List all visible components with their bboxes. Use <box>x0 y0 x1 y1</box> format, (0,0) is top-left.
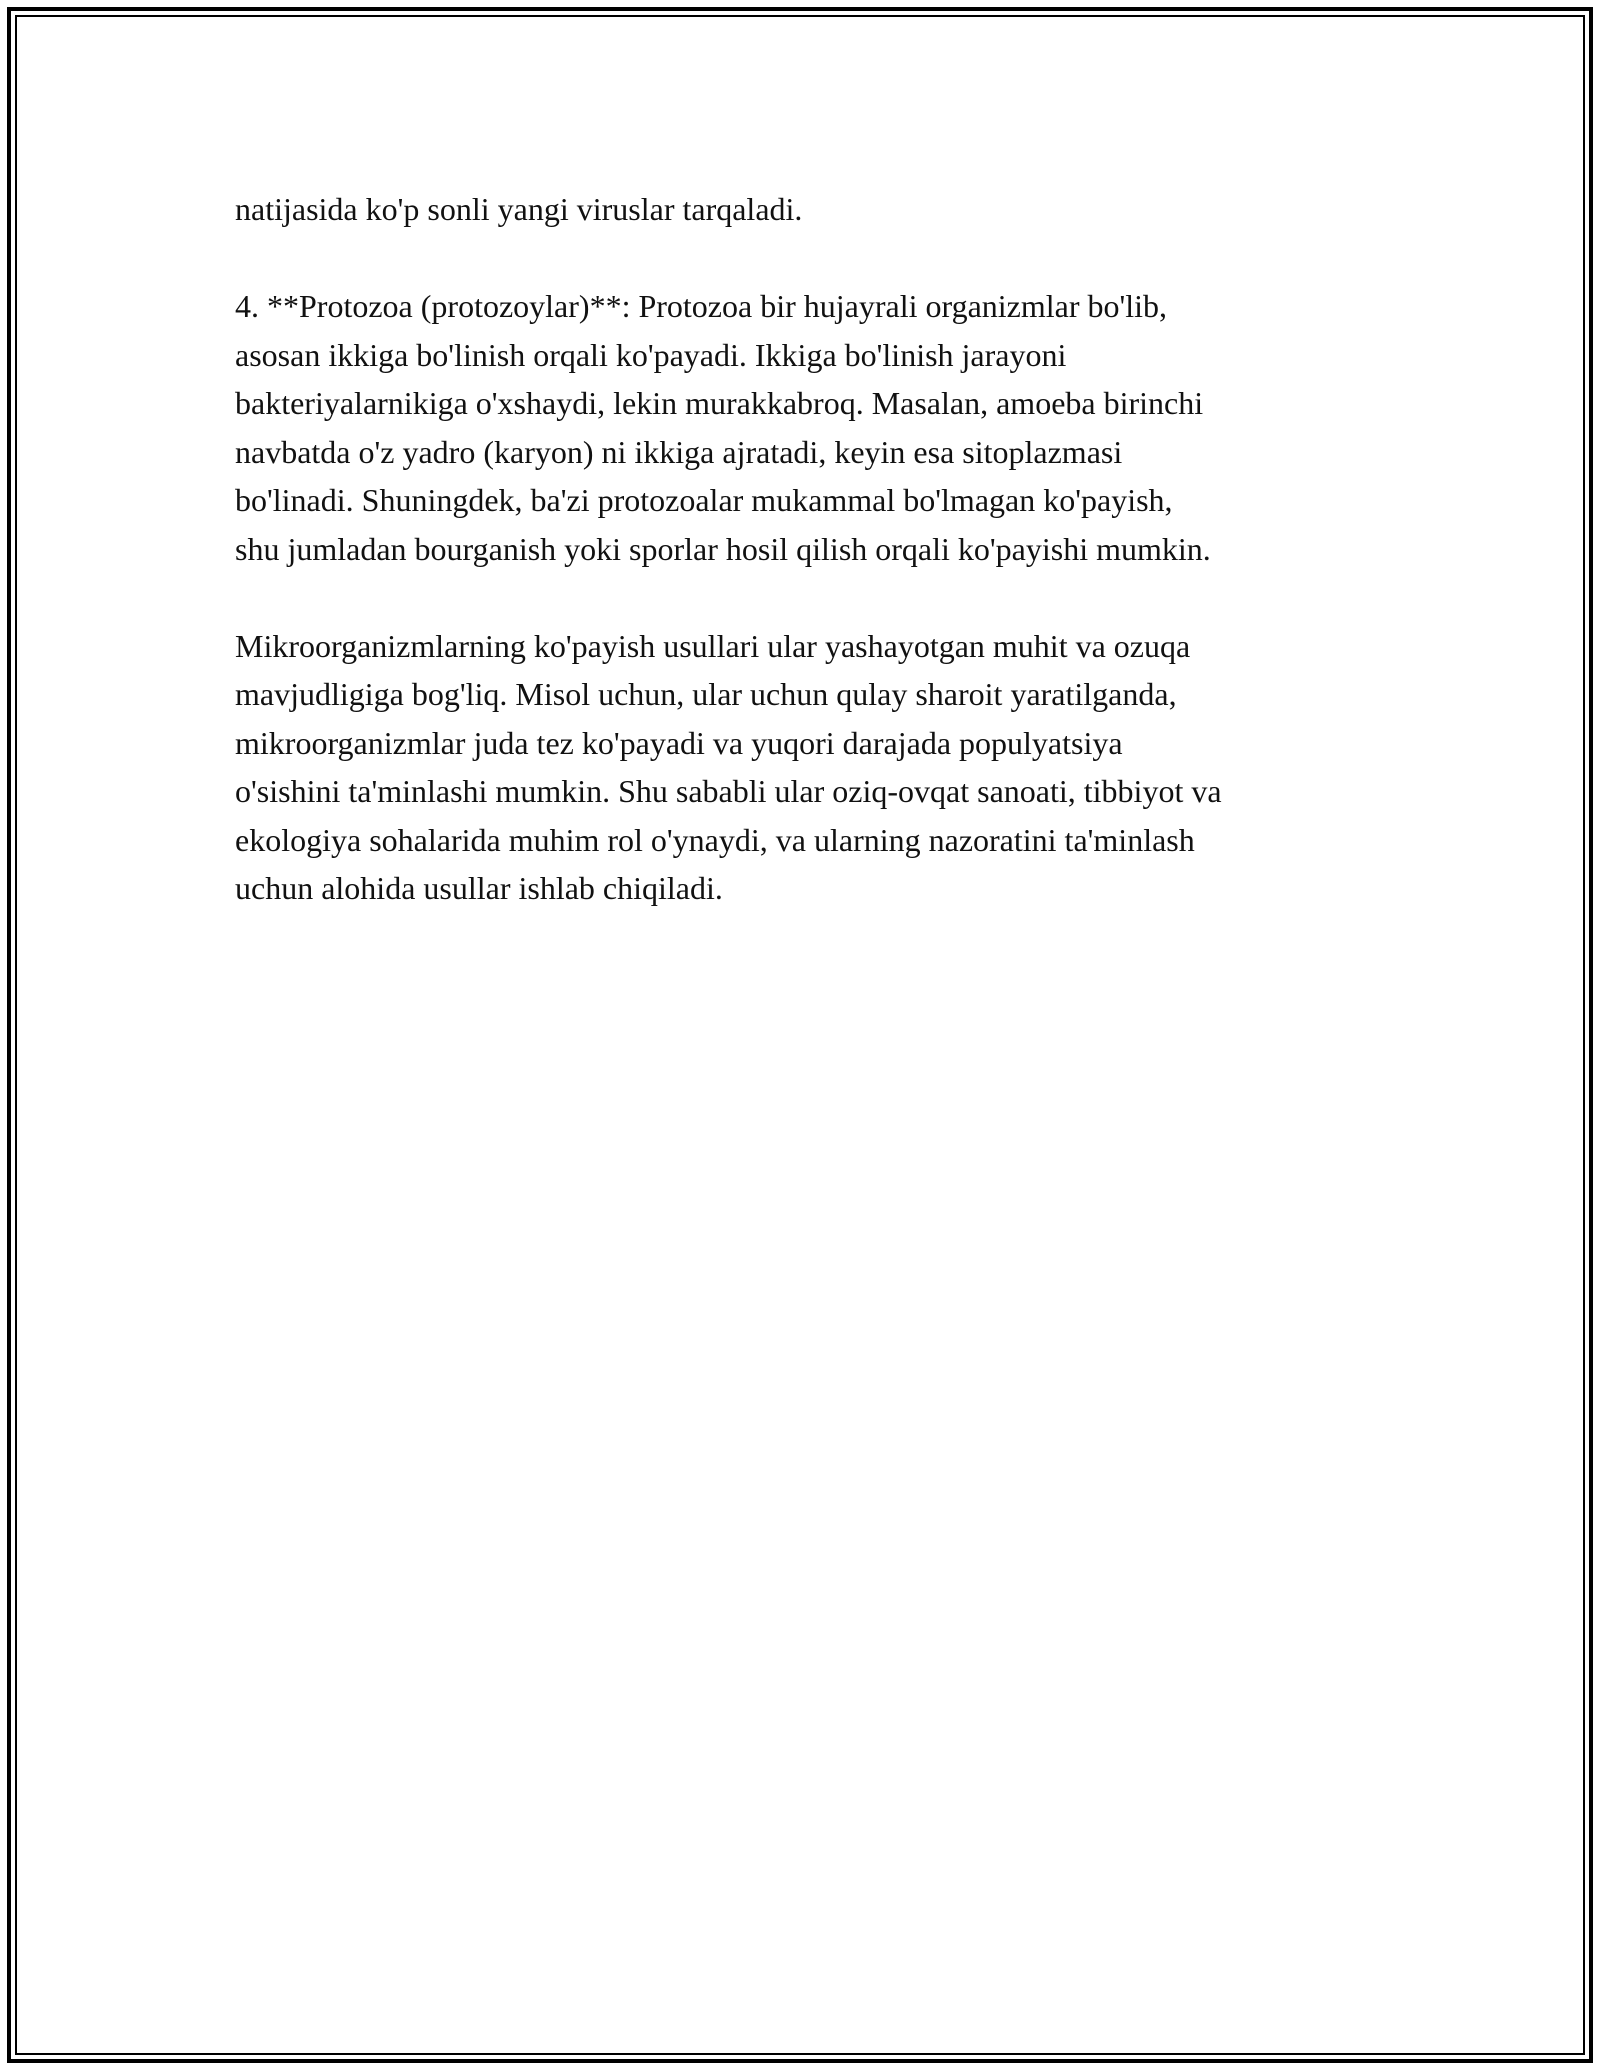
text-line: mikroorganizmlar juda tez ko'payadi va yuqori darajada populyatsiya <box>235 724 1123 761</box>
text-line: bakteriyalarnikiga o'xshaydi, lekin murakkabroq. Masalan, amoeba birinchi <box>235 385 1204 421</box>
text-line: ekologiya sohalarida muhim rol o'ynaydi, va ularning nazoratini ta'minlash <box>235 821 1195 858</box>
text-line: 4. **Protozoa (protozoylar)**: Protozoa bir hujayrali organizmlar bo'lib, <box>235 288 1168 324</box>
text-line: asosan ikkiga bo'linish orqali ko'payadi. Ikkiga bo'linish jarayoni <box>235 336 1067 373</box>
document-text <box>235 185 1405 961</box>
text-line: shu jumladan bourganish yoki sporlar hosil qilish orqali ko'payishi mumkin. <box>235 530 1211 567</box>
paragraph-protozoa <box>235 282 1405 573</box>
text-line: mavjudligiga bog'liq. Misol uchun, ular uchun qulay sharoit yaratilganda, <box>235 676 1177 712</box>
text-line: navbatda o'z yadro (karyon) ni ikkiga ajratadi, keyin esa sitoplazmasi <box>235 433 1123 470</box>
text-line: Mikroorganizmlarning ko'payish usullari ular yashayotgan muhit va ozuqa <box>235 627 1191 664</box>
text-line: o'sishini ta'minlashi mumkin. Shu sababli ular oziq-ovqat sanoati, tibbiyot va <box>235 773 1222 809</box>
paragraph-conclusion <box>235 622 1405 913</box>
text-line: uchun alohida usullar ishlab chiqiladi. <box>235 870 723 906</box>
text-line: natijasida ko'p sonli yangi viruslar tarqaladi. <box>235 191 803 227</box>
paragraph-viruses-end <box>235 185 1405 234</box>
text-line: bo'linadi. Shuningdek, ba'zi protozoalar mukammal bo'lmagan ko'payish, <box>235 482 1173 518</box>
